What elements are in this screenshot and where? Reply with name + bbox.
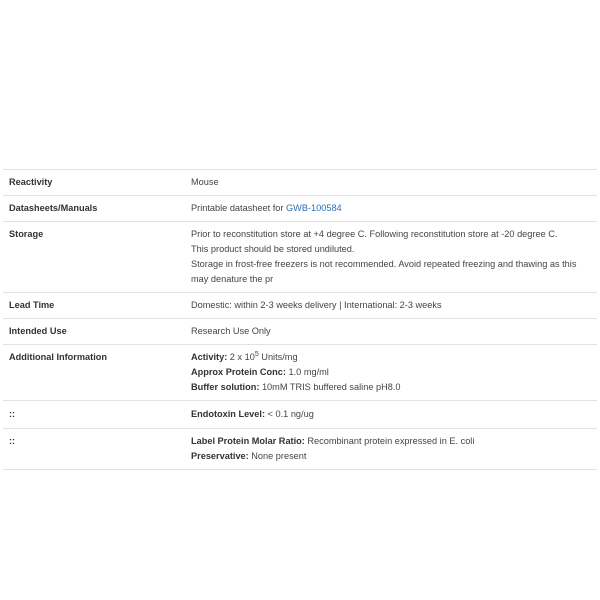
activity-line <box>191 350 591 365</box>
activity-exponent: 5 <box>254 351 259 358</box>
row-label-intended-use: Intended Use <box>3 319 185 345</box>
buffer-line <box>191 380 591 395</box>
row-value-intended-use: Research Use Only <box>185 319 597 345</box>
row-label-storage: Storage <box>3 222 185 293</box>
activity-unit: Units/mg <box>258 352 298 362</box>
activity-key: Activity: <box>191 352 228 362</box>
row-value-endotoxin <box>185 401 597 429</box>
preservative-value: None present <box>248 451 307 461</box>
row-label-datasheets: Datasheets/Manuals <box>3 196 185 222</box>
row-label-additional-information: Additional Information <box>3 345 185 401</box>
protein-conc-line <box>191 365 591 380</box>
molar-ratio-line <box>191 434 591 449</box>
activity-base: 2 x 10 <box>227 352 255 362</box>
storage-line-3: Storage in frost-free freezers is not recommended. Avoid repeated freezing and thawing as this may denature the pr <box>191 259 577 284</box>
table-row-intended-use <box>3 319 597 345</box>
molar-ratio-key: Label Protein Molar Ratio: <box>191 436 305 446</box>
row-label-label-protein: :: <box>3 429 185 470</box>
table-row-endotoxin <box>3 401 597 429</box>
row-value-datasheets <box>185 196 597 222</box>
buffer-key: Buffer solution: <box>191 382 260 392</box>
datasheet-prefix: Printable datasheet for <box>191 203 286 213</box>
row-value-reactivity: Mouse <box>185 170 597 196</box>
row-label-lead-time: Lead Time <box>3 293 185 319</box>
preservative-line <box>191 449 591 464</box>
row-value-label-protein <box>185 429 597 470</box>
table-row-lead-time <box>3 293 597 319</box>
protein-conc-value: 1.0 mg/ml <box>285 367 329 377</box>
product-spec-table <box>3 169 597 470</box>
endotoxin-value: < 0.1 ng/ug <box>265 409 314 419</box>
molar-ratio-value: Recombinant protein expressed in E. coli <box>304 436 475 446</box>
row-value-storage <box>185 222 597 293</box>
table-row-datasheets <box>3 196 597 222</box>
datasheet-link[interactable]: GWB-100584 <box>286 203 342 213</box>
table-row-label-protein <box>3 429 597 470</box>
buffer-value: 10mM TRIS buffered saline pH8.0 <box>259 382 401 392</box>
row-label-endotoxin: :: <box>3 401 185 429</box>
endotoxin-key: Endotoxin Level: <box>191 409 266 419</box>
table-row-additional-information <box>3 345 597 401</box>
row-value-additional-information <box>185 345 597 401</box>
row-value-lead-time: Domestic: within 2-3 weeks delivery | International: 2-3 weeks <box>185 293 597 319</box>
preservative-key: Preservative: <box>191 451 249 461</box>
table-row-reactivity <box>3 170 597 196</box>
storage-line-2: This product should be stored undiluted. <box>191 244 355 254</box>
protein-conc-key: Approx Protein Conc: <box>191 367 286 377</box>
row-label-reactivity: Reactivity <box>3 170 185 196</box>
storage-line-1: Prior to reconstitution store at +4 degree C. Following reconstitution store at -20 degree C. <box>191 229 558 239</box>
table-row-storage <box>3 222 597 293</box>
